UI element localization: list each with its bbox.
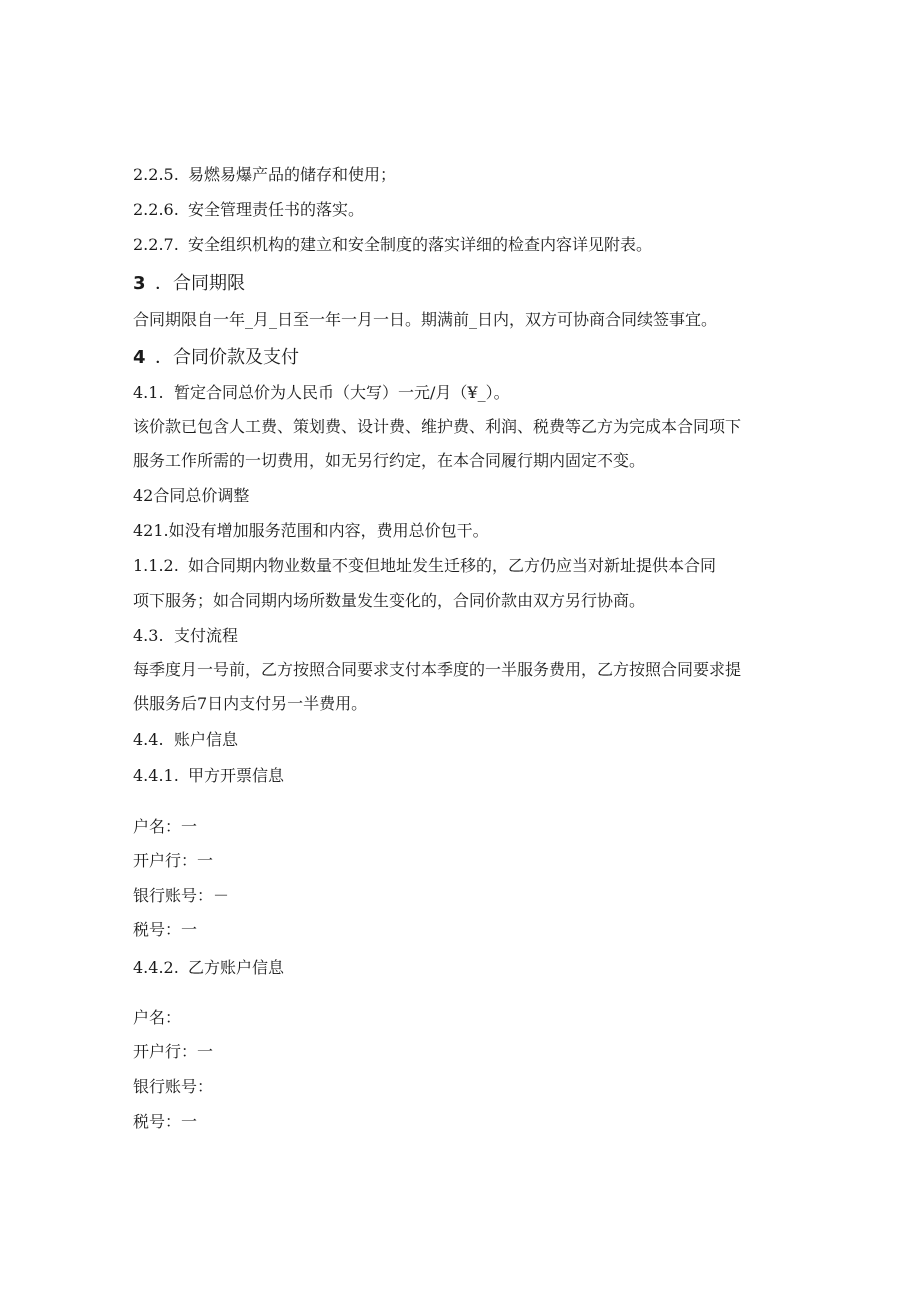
party-b-account-name: 户名： [133, 1008, 182, 1027]
section-3-heading [133, 273, 245, 295]
clause-1-1-2 [133, 556, 716, 576]
clause-text: 暂定合同总价为人民币（大写）一元/月（¥_）。 [174, 383, 510, 402]
clause-number: 2.2.7. [133, 235, 179, 254]
clause-text: 账户信息 [174, 730, 239, 749]
contract-term-paragraph: 合同期限自一年_月_日至一年一月一日。期满前_日内，双方可协商合同续签事宜。 [133, 310, 718, 329]
clause-number: 2.2.6. [133, 200, 179, 219]
clause-4-4 [133, 730, 238, 750]
clause-4-3 [133, 626, 238, 646]
clause-text: 甲方开票信息 [188, 766, 285, 785]
clause-text: 安全组织机构的建立和安全制度的落实详细的检查内容详见附表。 [188, 235, 653, 254]
clause-text: 如合同期内物业数量不变但地址发生迁移的，乙方仍应当对新址提供本合同 [188, 556, 717, 575]
party-a-tax-id: 税号：一 [133, 920, 198, 939]
section-title: ．合同价款及支付 [155, 347, 299, 368]
section-number: 3 [133, 273, 146, 294]
party-a-account-number: 银行账号：－ [133, 886, 230, 905]
party-b-tax-id: 税号：一 [133, 1112, 198, 1131]
clause-1-1-2-continued: 项下服务；如合同期内场所数量发生变化的，合同价款由双方另行协商。 [133, 591, 646, 610]
clause-text: 支付流程 [174, 626, 239, 645]
clause-text: 安全管理责任书的落实。 [188, 200, 365, 219]
clause-text: 乙方账户信息 [188, 958, 285, 977]
clause-number: 2.2.5. [133, 165, 179, 184]
clause-2-2-5 [133, 165, 396, 185]
section-number: 4 [133, 347, 146, 368]
section-title: ．合同期限 [155, 273, 245, 294]
clause-4-1 [133, 383, 510, 403]
clause-2-2-6 [133, 200, 364, 220]
clause-number: 4.4. [133, 730, 164, 749]
party-b-bank: 开户行：一 [133, 1042, 214, 1061]
section-4-heading [133, 347, 299, 369]
clause-4-2-1: 421.如没有增加服务范围和内容，费用总价包干。 [133, 521, 489, 540]
party-a-account-name: 户名：一 [133, 817, 198, 836]
clause-number: 4.4.2. [133, 958, 179, 977]
clause-number: 4.1. [133, 383, 164, 402]
price-paragraph-line-1: 该价款已包含人工费、策划费、设计费、维护费、利润、税费等乙方为完成本合同项下 [133, 417, 742, 436]
clause-2-2-7 [133, 235, 652, 255]
clause-4-4-2 [133, 958, 284, 978]
party-b-account-number: 银行账号： [133, 1077, 214, 1096]
clause-number: 1.1.2. [133, 556, 179, 575]
payment-paragraph-line-1: 每季度月一号前，乙方按照合同要求支付本季度的一半服务费用，乙方按照合同要求提 [133, 660, 742, 679]
clause-number: 4.4.1. [133, 766, 179, 785]
party-a-bank: 开户行：一 [133, 851, 214, 870]
price-paragraph-line-2: 服务工作所需的一切费用，如无另行约定，在本合同履行期内固定不变。 [133, 451, 646, 470]
payment-paragraph-line-2: 供服务后7日内支付另一半费用。 [133, 694, 368, 713]
clause-number: 4.3. [133, 626, 164, 645]
clause-4-2: 42合同总价调整 [133, 486, 250, 505]
clause-text: 易燃易爆产品的储存和使用； [188, 165, 397, 184]
clause-4-4-1 [133, 766, 284, 786]
